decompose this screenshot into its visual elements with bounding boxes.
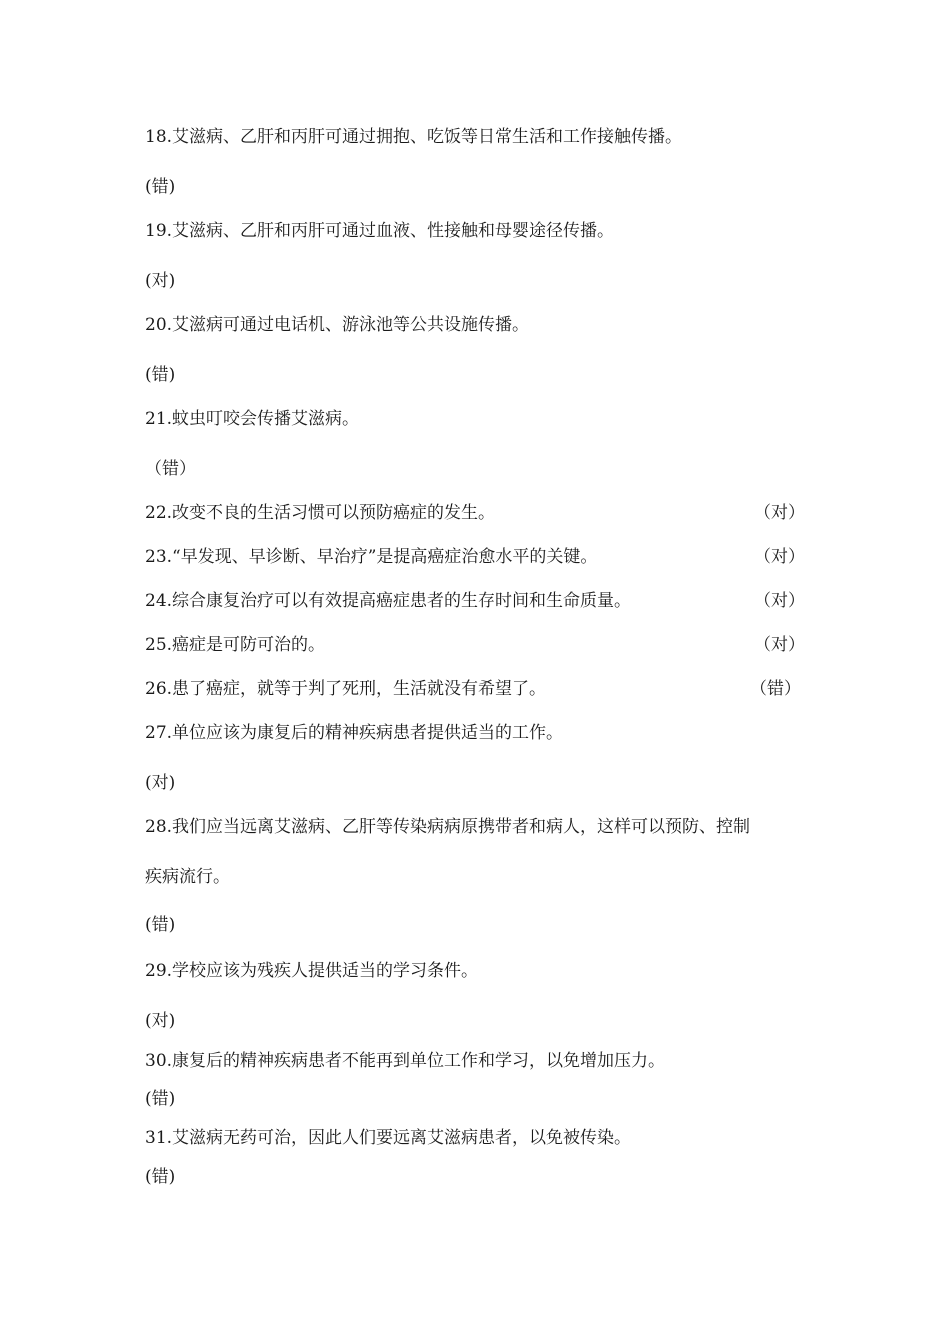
answer-30: (错) (145, 1089, 176, 1109)
question-25: 25.癌症是可防可治的。 (145, 635, 326, 655)
answer-20: (错) (145, 365, 176, 385)
question-20: 20.艾滋病可通过电话机、游泳池等公共设施传播。 (145, 315, 530, 335)
answer-28: (错) (145, 915, 176, 935)
answer-29: (对) (145, 1011, 176, 1031)
question-29: 29.学校应该为残疾人提供适当的学习条件。 (145, 961, 479, 981)
answer-26: （错） (750, 679, 801, 699)
question-27: 27.单位应该为康复后的精神疾病患者提供适当的工作。 (145, 723, 564, 743)
question-24: 24.综合康复治疗可以有效提高癌症患者的生存时间和生命质量。 (145, 591, 632, 611)
answer-22: （对） (754, 503, 805, 523)
answer-19: (对) (145, 271, 176, 291)
question-21: 21.蚊虫叮咬会传播艾滋病。 (145, 409, 360, 429)
question-18: 18.艾滋病、乙肝和丙肝可通过拥抱、吃饭等日常生活和工作接触传播。 (145, 127, 683, 147)
answer-25: （对） (754, 635, 805, 655)
answer-18: (错) (145, 177, 176, 197)
question-23: 23.“早发现、早诊断、早治疗”是提高癌症治愈水平的关键。 (145, 547, 598, 567)
answer-21: （错） (145, 459, 196, 479)
question-26: 26.患了癌症，就等于判了死刑，生活就没有希望了。 (145, 679, 547, 699)
question-19: 19.艾滋病、乙肝和丙肝可通过血液、性接触和母婴途径传播。 (145, 221, 615, 241)
question-30: 30.康复后的精神疾病患者不能再到单位工作和学习，以免增加压力。 (145, 1051, 666, 1071)
answer-23: （对） (754, 547, 805, 567)
question-22: 22.改变不良的生活习惯可以预防癌症的发生。 (145, 503, 496, 523)
question-28-continued: 疾病流行。 (145, 867, 230, 887)
question-28: 28.我们应当远离艾滋病、乙肝等传染病病原携带者和病人，这样可以预防、控制 (145, 817, 751, 837)
answer-31: (错) (145, 1167, 176, 1187)
answer-27: (对) (145, 773, 176, 793)
answer-24: （对） (754, 591, 805, 611)
question-31: 31.艾滋病无药可治，因此人们要远离艾滋病患者，以免被传染。 (145, 1128, 632, 1148)
